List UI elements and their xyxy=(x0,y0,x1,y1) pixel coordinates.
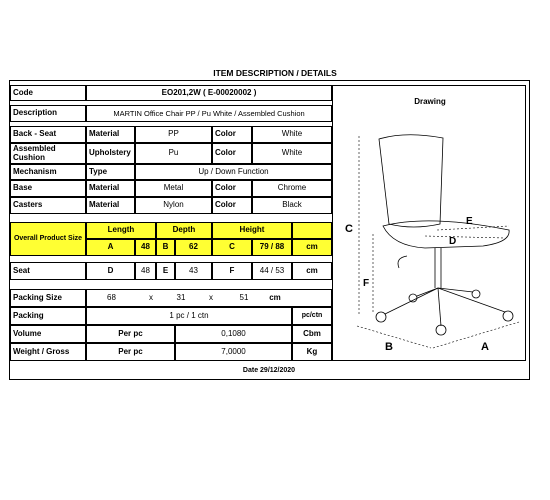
overall-unit: cm xyxy=(292,239,332,256)
chair-base-leg-back-left xyxy=(417,288,438,296)
overall-height-header: Height xyxy=(212,222,292,239)
chair-base-leg-front xyxy=(438,288,441,326)
seat-label: Seat xyxy=(10,262,86,280)
casters-material: Nylon xyxy=(135,197,212,214)
overall-a-letter: A xyxy=(86,239,135,256)
drawing-title: Drawing xyxy=(414,96,446,106)
packing-unit: pc/ctn xyxy=(292,307,332,325)
packing-size-values xyxy=(86,289,332,307)
base-key1: Material xyxy=(86,180,135,197)
code-value: EO201,2W ( E-00020002 ) xyxy=(86,85,332,101)
cushion-key2: Color xyxy=(212,143,252,164)
back-seat-color: White xyxy=(252,126,332,143)
chair-base-leg-left xyxy=(385,288,438,314)
overall-b-letter: B xyxy=(156,239,175,256)
mechanism-label: Mechanism xyxy=(10,164,86,180)
description-label: Description xyxy=(10,105,86,122)
cushion-upholstery: Pu xyxy=(135,143,212,164)
packing-size-unit: cm xyxy=(269,292,281,302)
caster-back-left xyxy=(409,294,417,302)
base-label: Base xyxy=(10,180,86,197)
packing-size-width: 31 xyxy=(176,292,186,302)
mechanism-key1: Type xyxy=(86,164,135,180)
caster-front xyxy=(436,325,446,335)
seat-d-letter: D xyxy=(86,262,135,280)
dim-label-a: A xyxy=(481,341,489,353)
overall-c-value: 79 / 88 xyxy=(252,239,292,256)
dim-label-f: F xyxy=(363,278,370,289)
volume-value: 0,1080 xyxy=(175,325,292,343)
base-material: Metal xyxy=(135,180,212,197)
dim-label-d: D xyxy=(449,236,457,247)
cushion-label: Assembled Cushion xyxy=(10,143,86,164)
caster-back-right xyxy=(472,290,480,298)
volume-per: Per pc xyxy=(86,325,175,343)
description-value: MARTIN Office Chair PP / Pu White / Assembled Cushion xyxy=(86,105,332,122)
dim-label-c: C xyxy=(345,223,353,235)
weight-label: Weight / Gross xyxy=(10,343,86,361)
overall-b-value: 62 xyxy=(175,239,212,256)
back-seat-key2: Color xyxy=(212,126,252,143)
base-color: Chrome xyxy=(252,180,332,197)
seat-f-value: 44 / 53 xyxy=(252,262,292,280)
casters-color: Black xyxy=(252,197,332,214)
back-seat-key1: Material xyxy=(86,126,135,143)
chair-mechanism xyxy=(398,256,407,268)
back-seat-label: Back - Seat xyxy=(10,126,86,143)
casters-label: Casters xyxy=(10,197,86,214)
volume-label: Volume xyxy=(10,325,86,343)
chair-backrest xyxy=(379,135,443,227)
seat-unit: cm xyxy=(292,262,332,280)
overall-size-label: Overall Product Size xyxy=(10,222,86,256)
caster-right xyxy=(503,311,513,321)
packing-size-x2: x xyxy=(209,292,213,302)
packing-value: 1 pc / 1 ctn xyxy=(86,307,292,325)
code-label: Code xyxy=(10,85,86,101)
casters-key2: Color xyxy=(212,197,252,214)
item-details-sheet xyxy=(9,80,530,380)
seat-e-letter: E xyxy=(156,262,175,280)
overall-blank xyxy=(292,222,332,239)
mechanism-type: Up / Down Function xyxy=(135,164,332,180)
packing-label: Packing xyxy=(10,307,86,325)
dim-label-b: B xyxy=(385,341,393,353)
cushion-key1: Upholstery xyxy=(86,143,135,164)
packing-size-height: 51 xyxy=(239,292,249,302)
weight-per: Per pc xyxy=(86,343,175,361)
dim-line-a xyxy=(433,322,519,348)
volume-unit: Cbm xyxy=(292,325,332,343)
weight-value: 7,0000 xyxy=(175,343,292,361)
back-seat-material: PP xyxy=(135,126,212,143)
seat-d-value: 48 xyxy=(135,262,156,280)
chair-drawing xyxy=(333,86,527,362)
cushion-color: White xyxy=(252,143,332,164)
drawing-panel xyxy=(332,85,526,361)
dim-label-e: E xyxy=(466,216,473,227)
dim-line-b xyxy=(357,326,431,348)
overall-a-value: 48 xyxy=(135,239,156,256)
overall-depth-header: Depth xyxy=(156,222,212,239)
caster-left xyxy=(376,312,386,322)
chair-seat xyxy=(383,221,509,248)
sheet-title: ITEM DESCRIPTION / DETAILS xyxy=(213,68,337,78)
packing-size-label: Packing Size xyxy=(10,289,86,307)
footer-date: Date 29/12/2020 xyxy=(242,367,296,375)
casters-key1: Material xyxy=(86,197,135,214)
packing-size-length: 68 xyxy=(107,292,116,302)
base-key2: Color xyxy=(212,180,252,197)
packing-size-x1: x xyxy=(149,292,153,302)
overall-c-letter: C xyxy=(212,239,252,256)
dim-line-d xyxy=(425,236,505,238)
seat-e-value: 43 xyxy=(175,262,212,280)
seat-f-letter: F xyxy=(212,262,252,280)
overall-length-header: Length xyxy=(86,222,156,239)
weight-unit: Kg xyxy=(292,343,332,361)
